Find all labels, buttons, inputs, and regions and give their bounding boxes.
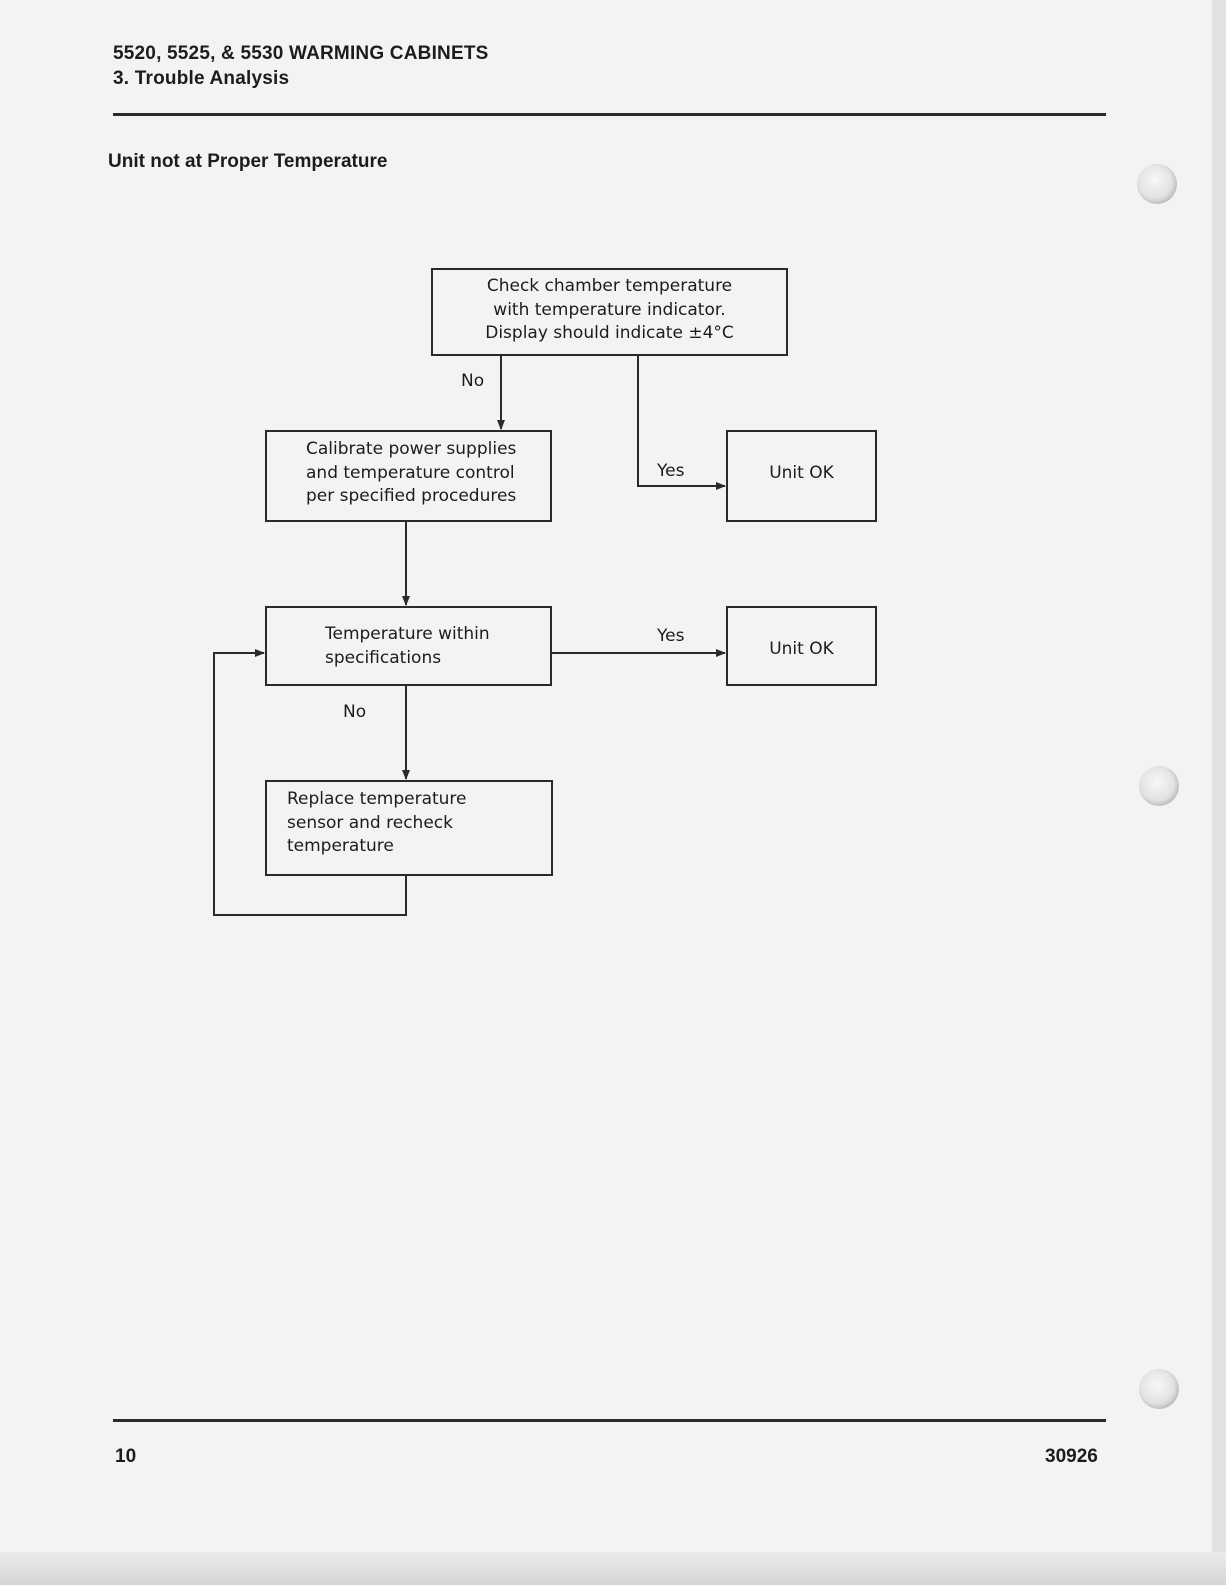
flow-box-replace-sensor: Replace temperature sensor and recheck temperature: [265, 780, 553, 876]
flow-box-unit-ok-2: Unit OK: [726, 606, 877, 686]
flow-label-no-1: No: [461, 371, 485, 391]
binder-hole-top: [1137, 164, 1177, 204]
binder-hole-middle: [1139, 766, 1179, 806]
flow-box-unit-ok-1: Unit OK: [726, 430, 877, 522]
document-number: 30926: [1045, 1446, 1098, 1467]
section-title: Unit not at Proper Temperature: [108, 151, 388, 172]
flow-label-yes-1: Yes: [657, 461, 685, 481]
flow-label-no-2: No: [343, 702, 367, 722]
flow-box-temperature-within-spec: Temperature within specifications: [265, 606, 552, 686]
flow-label-yes-2: Yes: [657, 626, 685, 646]
flow-box-check-temperature: Check chamber temperature with temperature indicator. Display should indicate ±4°C: [431, 268, 788, 356]
chapter-title: 3. Trouble Analysis: [113, 68, 290, 89]
document-title: 5520, 5525, & 5530 WARMING CABINETS: [113, 43, 489, 64]
footer-rule: [113, 1419, 1106, 1422]
page-number: 10: [115, 1446, 137, 1467]
binder-hole-bottom: [1139, 1369, 1179, 1409]
flow-box-calibrate: Calibrate power supplies and temperature control per specified procedures: [265, 430, 552, 522]
